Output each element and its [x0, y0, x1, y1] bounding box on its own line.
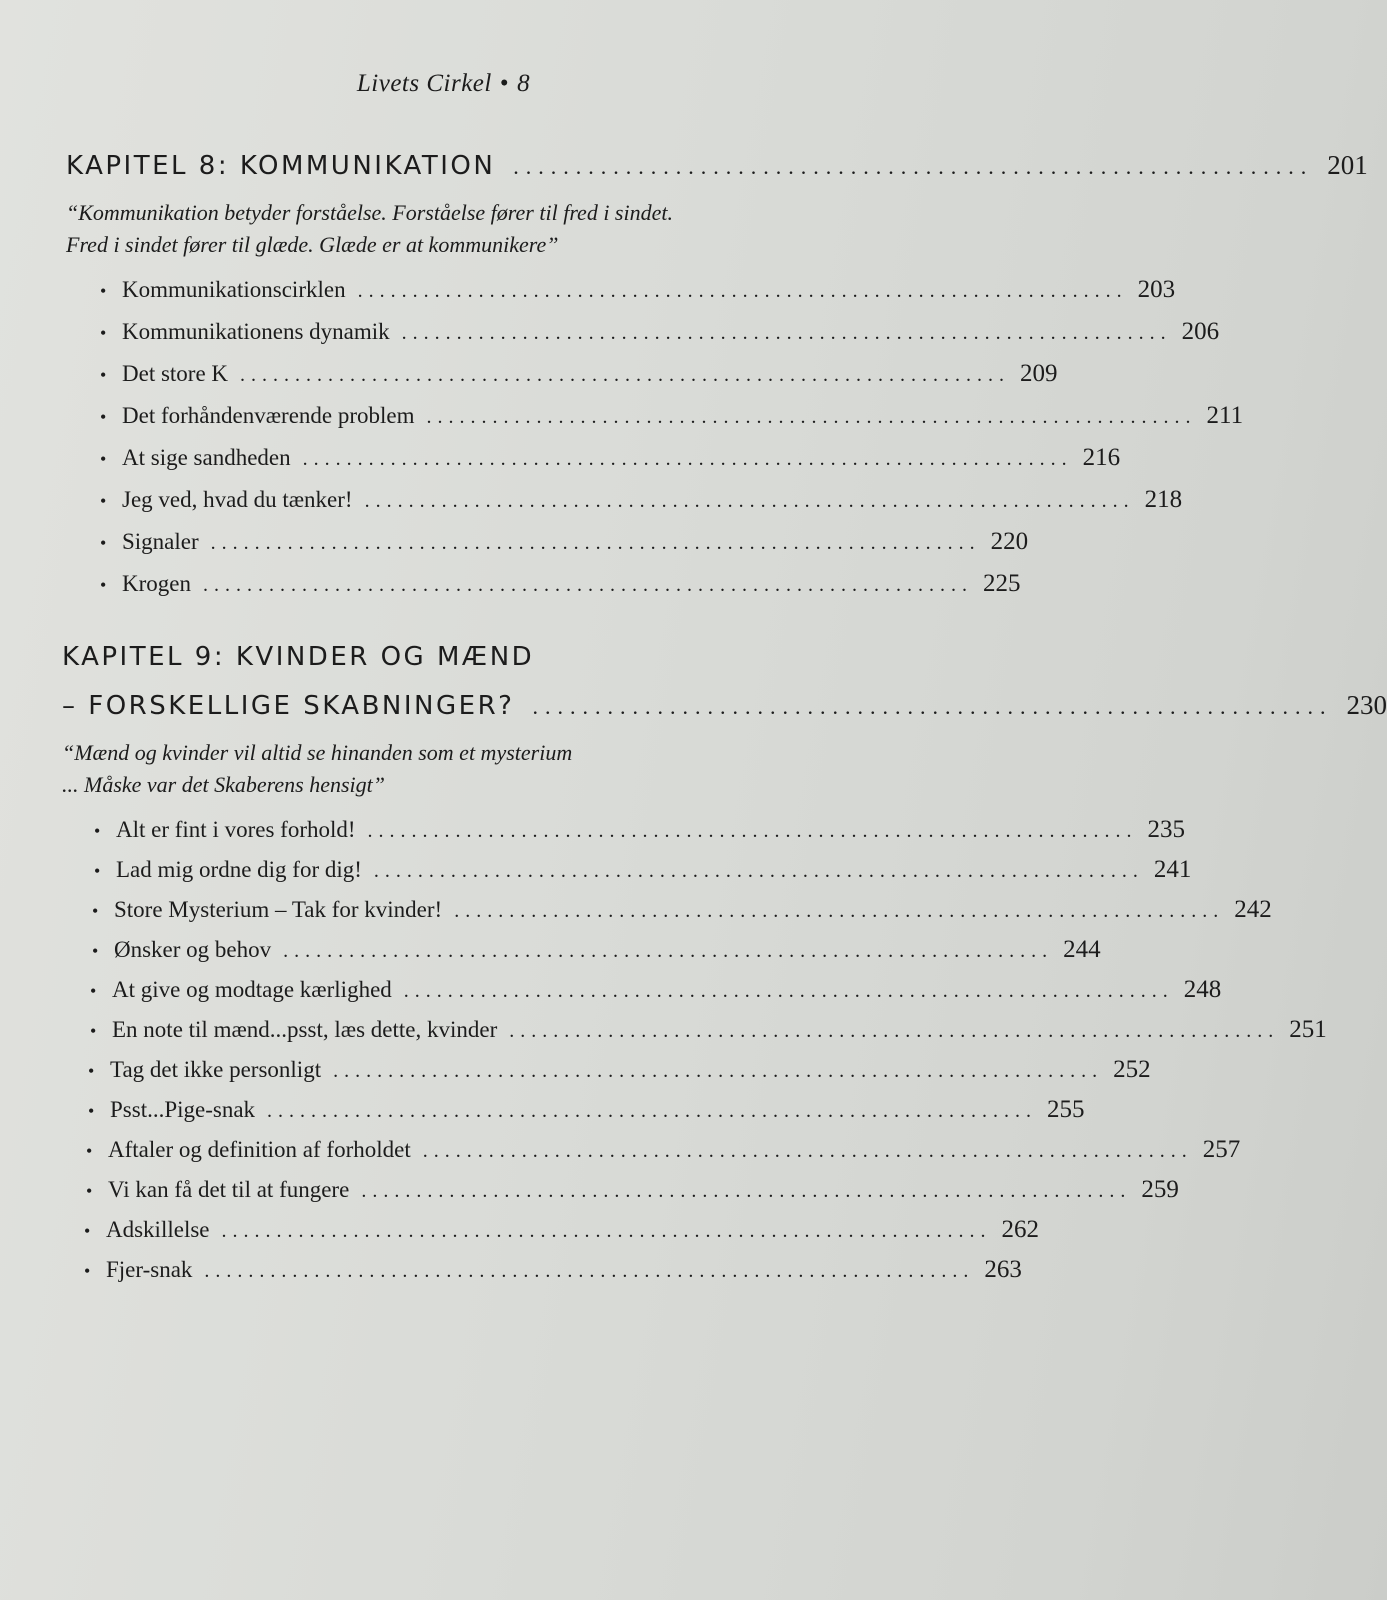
toc-entry[interactable] — [90, 1016, 1327, 1044]
chapter-8-quote — [66, 197, 673, 261]
chapter-9-page: 230 — [1346, 690, 1387, 720]
bullet-icon: • — [100, 281, 107, 301]
bullet-icon: • — [92, 901, 99, 921]
toc-entry-page: 259 — [1141, 1176, 1179, 1203]
toc-entry-page: 262 — [1001, 1216, 1039, 1243]
leader-dots: ...................................................................... — [267, 1100, 1038, 1122]
running-head-separator: • — [499, 70, 510, 97]
leader-dots: ...................................................................... — [422, 1140, 1193, 1162]
leader-dots: ...................................................................... — [333, 1060, 1104, 1082]
toc-entry-page: 206 — [1181, 318, 1220, 345]
leader-dots: ...................................................................... — [454, 900, 1225, 922]
bullet-icon: • — [100, 575, 107, 595]
chapter-8-quote-line-1: “Kommunikation betyder forståelse. Forståelse fører til fred i sindet. — [66, 200, 673, 225]
leader-dots: ...................................................................... — [361, 1180, 1132, 1202]
toc-entry-page: 252 — [1113, 1056, 1151, 1083]
toc-entry[interactable] — [100, 276, 1176, 304]
leader-dots: ...................................................................... — [283, 940, 1054, 962]
bullet-icon: • — [84, 1221, 91, 1241]
toc-entry-page: 235 — [1147, 816, 1186, 843]
bullet-icon: • — [100, 407, 107, 427]
toc-entry[interactable] — [94, 816, 1186, 844]
toc-entry-label: Alt er fint i vores forhold! — [116, 817, 356, 842]
bullet-icon: • — [92, 941, 99, 961]
toc-entry-label: Jeg ved, hvad du tænker! — [122, 487, 353, 512]
bullet-icon: • — [100, 449, 107, 469]
toc-entry-page: 242 — [1234, 896, 1272, 923]
leader-dots: ...................................................................... — [364, 490, 1135, 512]
toc-entry-label: Vi kan få det til at fungere — [108, 1177, 350, 1202]
leader-dots: ...................................................................... — [401, 322, 1172, 344]
toc-entry[interactable] — [94, 856, 1192, 884]
toc-entry-label: En note til mænd...psst, læs dette, kvinder — [112, 1017, 498, 1042]
chapter-9-quote-line-2: ... Måske var det Skaberens hensigt” — [62, 772, 386, 797]
leader-dots: ...................................................................... — [373, 860, 1144, 882]
bullet-icon: • — [90, 1021, 97, 1041]
running-head — [0, 70, 887, 98]
bullet-icon: • — [94, 861, 101, 881]
toc-entry-page: 244 — [1063, 936, 1101, 963]
toc-entry-label: Krogen — [122, 571, 191, 596]
toc-entry-page: 220 — [990, 528, 1029, 555]
leader-dots: ...................................................................... — [240, 364, 1011, 386]
toc-entry-page: 218 — [1144, 486, 1183, 513]
bullet-icon: • — [100, 323, 107, 343]
toc-entry-page: 257 — [1202, 1136, 1241, 1163]
toc-entry[interactable] — [100, 360, 1058, 388]
toc-entry-page: 203 — [1137, 276, 1176, 303]
bullet-icon: • — [94, 821, 101, 841]
bullet-icon: • — [100, 533, 107, 553]
toc-entry-label: Det store K — [122, 361, 229, 386]
toc-entry[interactable] — [100, 570, 1021, 598]
leader-dots: ...................................................................... — [210, 532, 981, 554]
toc-entry[interactable] — [100, 486, 1183, 514]
toc-entry-label: At give og modtage kærlighed — [112, 977, 392, 1002]
toc-entry[interactable] — [100, 318, 1220, 346]
leader-dots: ................................................................ — [513, 154, 1314, 179]
bullet-icon: • — [88, 1061, 95, 1081]
toc-entry-page: 263 — [984, 1256, 1022, 1283]
bullet-icon: • — [100, 365, 107, 385]
toc-entry[interactable] — [88, 1056, 1151, 1084]
bullet-icon: • — [86, 1141, 93, 1161]
bullet-icon: • — [86, 1181, 93, 1201]
chapter-8-page: 201 — [1327, 150, 1368, 180]
chapter-8-title: KAPITEL 8: KOMMUNIKATION — [66, 151, 496, 181]
chapter-8-heading[interactable] — [66, 150, 1368, 181]
toc-entry[interactable] — [90, 976, 1222, 1004]
toc-entry[interactable] — [86, 1136, 1241, 1164]
toc-entry-label: Signaler — [122, 529, 199, 554]
toc-entry-page: 255 — [1047, 1096, 1085, 1123]
toc-entry[interactable] — [86, 1176, 1179, 1204]
toc-entry-label: Psst...Pige-snak — [110, 1097, 256, 1122]
toc-entry-label: Tag det ikke personligt — [110, 1057, 322, 1082]
bullet-icon: • — [88, 1101, 95, 1121]
bullet-icon: • — [100, 491, 107, 511]
toc-entry-page: 251 — [1289, 1016, 1327, 1043]
toc-entry-label: Aftaler og definition af forholdet — [108, 1137, 411, 1162]
chapter-9-quote-line-1: “Mænd og kvinder vil altid se hinanden som et mysterium — [62, 740, 573, 765]
chapter-8-quote-line-2: Fred i sindet fører til glæde. Glæde er at kommunikere” — [66, 232, 559, 257]
running-head-title: Livets Cirkel — [356, 70, 492, 97]
toc-entry[interactable] — [92, 936, 1101, 964]
running-head-page-number: 8 — [517, 70, 531, 97]
toc-entry-page: 225 — [982, 570, 1021, 597]
leader-dots: ...................................................................... — [367, 820, 1138, 842]
toc-entry-page: 211 — [1206, 402, 1244, 429]
toc-entry-page: 241 — [1153, 856, 1192, 883]
toc-entry-label: Kommunikationens dynamik — [122, 319, 390, 344]
toc-entry-label: Fjer-snak — [106, 1257, 193, 1282]
toc-entry[interactable] — [100, 444, 1121, 472]
toc-entry-label: Adskillelse — [106, 1217, 210, 1242]
chapter-9-title[interactable]: KAPITEL 9: KVINDER OG MÆND — [62, 642, 535, 672]
toc-entry[interactable] — [100, 528, 1029, 556]
toc-entry-label: Det forhåndenværende problem — [122, 403, 415, 428]
leader-dots: ...................................................................... — [221, 1220, 992, 1242]
toc-entry-page: 216 — [1082, 444, 1121, 471]
bullet-icon: • — [84, 1261, 91, 1281]
toc-entry[interactable] — [84, 1256, 1022, 1284]
toc-entry-label: Store Mysterium – Tak for kvinder! — [114, 897, 443, 922]
leader-dots: ...................................................................... — [202, 574, 973, 596]
leader-dots: ...................................................................... — [357, 280, 1128, 302]
toc-entry-label: Kommunikationscirklen — [122, 277, 346, 302]
chapter-9-subtitle: – FORSKELLIGE SKABNINGER? — [62, 691, 515, 721]
toc-entry[interactable] — [88, 1096, 1085, 1124]
leader-dots: ...................................................................... — [204, 1260, 975, 1282]
leader-dots: ...................................................................... — [509, 1020, 1280, 1042]
toc-entry-label: Ønsker og behov — [114, 937, 272, 962]
toc-entry-page: 209 — [1020, 360, 1058, 387]
chapter-9-quote — [62, 737, 572, 801]
leader-dots: ................................................................ — [532, 694, 1333, 719]
toc-entry[interactable] — [84, 1216, 1039, 1244]
leader-dots: ...................................................................... — [426, 406, 1197, 428]
chapter-9-heading[interactable] — [62, 690, 1387, 721]
toc-entry-label: Lad mig ordne dig for dig! — [116, 857, 362, 882]
toc-entry[interactable] — [92, 896, 1272, 924]
leader-dots: ...................................................................... — [302, 448, 1073, 470]
toc-entry-page: 248 — [1183, 976, 1222, 1003]
leader-dots: ...................................................................... — [403, 980, 1174, 1002]
toc-entry[interactable] — [100, 402, 1244, 430]
toc-entry-label: At sige sandheden — [122, 445, 291, 470]
bullet-icon: • — [90, 981, 97, 1001]
